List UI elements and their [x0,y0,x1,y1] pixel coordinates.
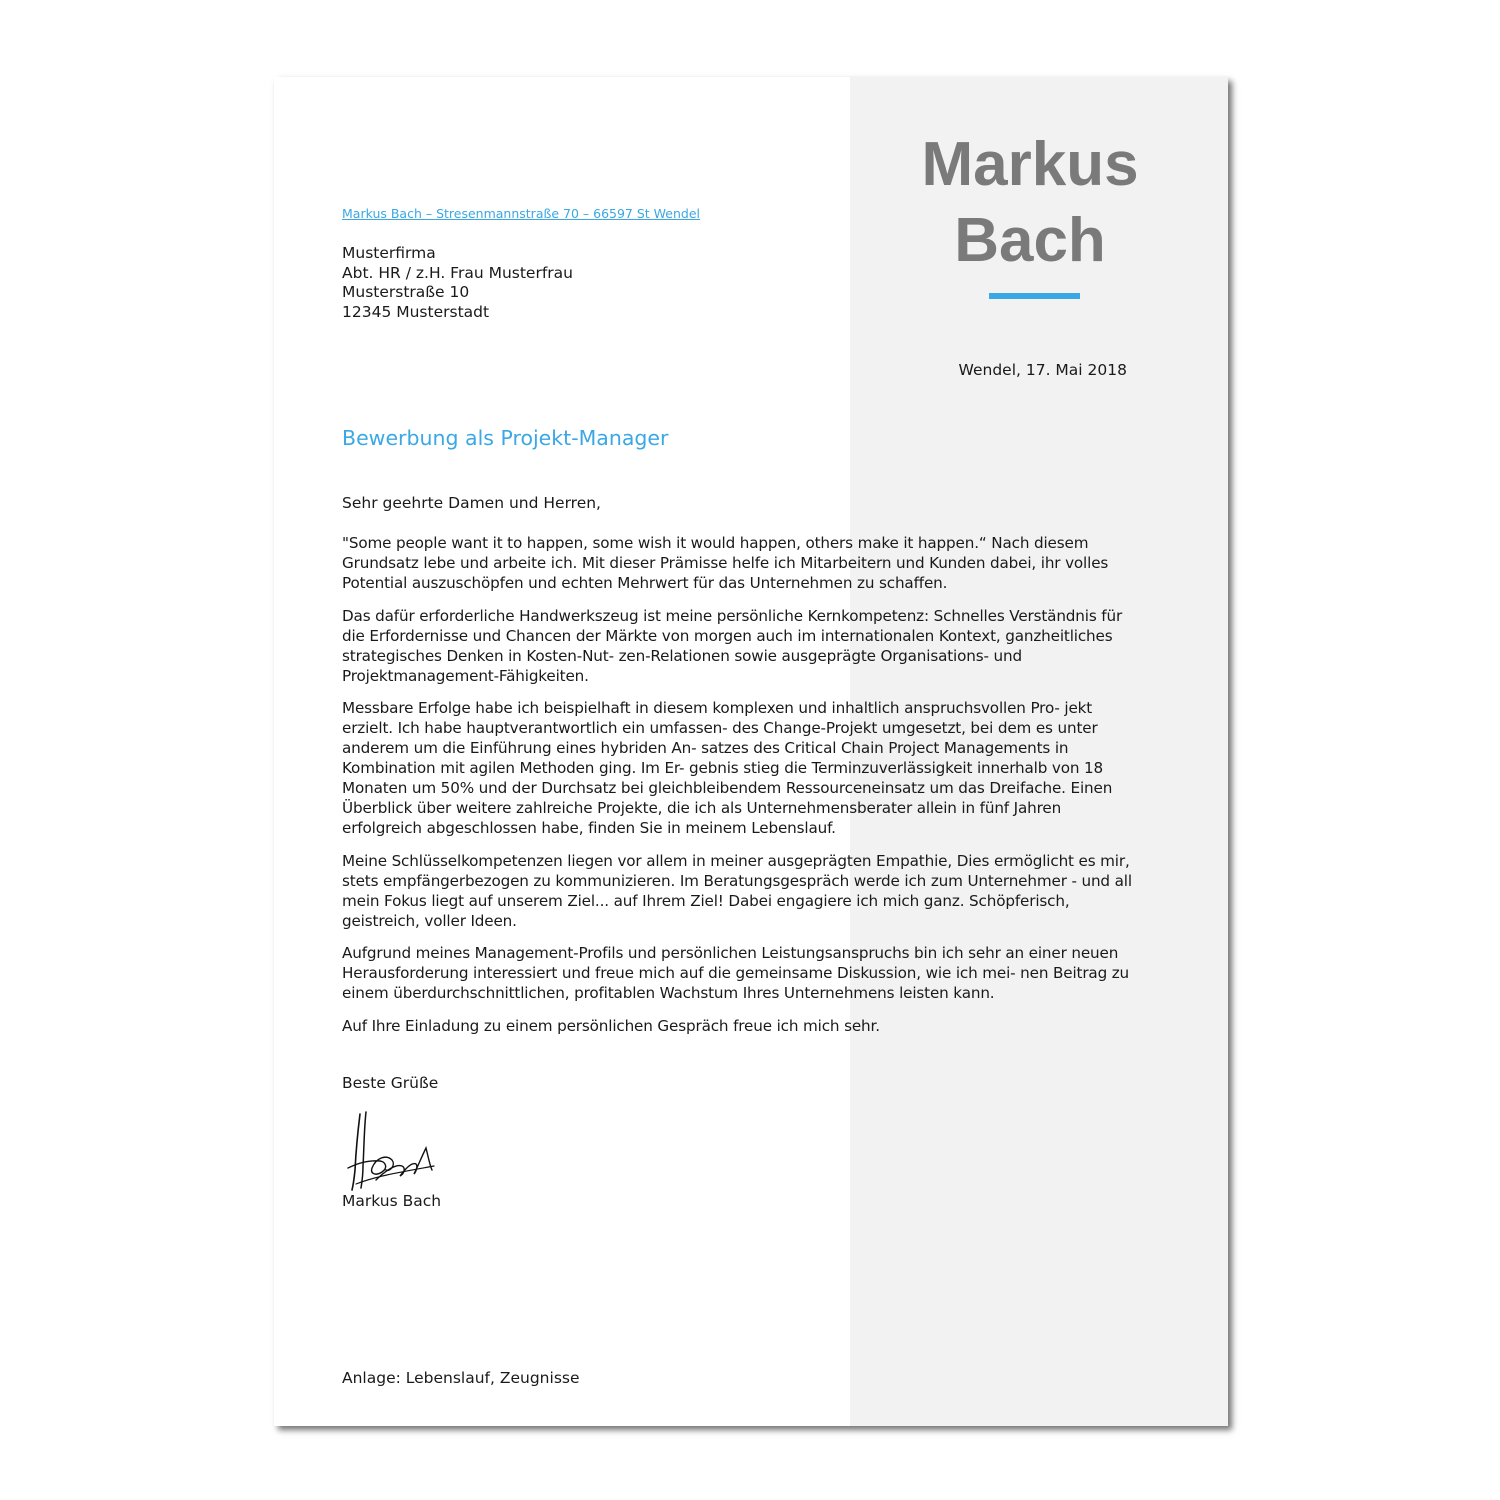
body-paragraph: "Some people want it to happen, some wish it would happen, others make it happen.“ Nach diesem Grundsatz lebe und arbeite ich. Mit dieser Prämisse helfe ich Mitarbeitern und Kunden dabei, ihr volles Potential auszuschöpfen und echten Mehrwert für das Unternehmen zu schaffen. [342,534,1109,592]
closing-phrase: Beste Grüße [342,1074,439,1092]
accent-bar [989,293,1080,299]
recipient-company: Musterfirma [342,244,436,262]
attachments-line: Anlage: Lebenslauf, Zeugnisse [342,1369,580,1387]
letter-subject: Bewerbung als Projekt-Manager [342,426,669,450]
body-paragraph: Auf Ihre Einladung zu einem persönlichen Gespräch freue ich mich sehr. [342,1016,880,1035]
body-paragraph: Meine Schlüsselkompetenzen liegen vor allem in meiner ausgeprägten Empathie, Dies ermöglicht es mir, stets empfängerbezogen zu kommunizieren. Im Beratungsgespräch werde ich zum Unternehmer - und all mein Fokus liegt auf unserem Ziel... auf Ihrem Ziel! Dabei engagiere ich mich ganz. Schöpferisch, geistreich, voller Ideen. [342,851,1132,930]
recipient-department: Abt. HR / z.H. Frau Musterfrau [342,263,573,282]
salutation: Sehr geehrte Damen und Herren, [342,494,601,512]
name-header [850,127,1210,279]
recipient-city: 12345 Musterstadt [342,302,490,321]
body-paragraph: Messbare Erfolge habe ich beispielhaft in diesem komplexen und inhaltlich anspruchsvollen Pro- jekt erzielt. Ich habe hauptverantwortlich ein umfassen- des Change-Projekt umgesetzt, bei dem es unter anderem um die Einführung eines hybriden An- satzes des Critical Chain Project Managements in Kombination mit agilen Methoden ging. Im Er- gebnis stieg die Terminzuverlässigkeit innerhalb von 18 Monaten um 50% und der Durchsatz bei gleichbleibendem Ressourceneinsatz um das Dreifache. Einen Überblick über weitere zahlreiche Projekte, die ich als Unternehmensberater allein in fünf Jahren erfolgreich abgeschlossen habe, finden Sie in meinem Lebenslauf. [342,699,1113,837]
name-first: Markus [921,130,1139,199]
letter-date: Wendel, 17. Mai 2018 [958,361,1127,379]
body-paragraph: Aufgrund meines Management-Profils und persönlichen Leistungsanspruchs bin ich sehr an einer neuen Herausforderung interessiert und freue mich auf die gemeinsame Diskussion, wie ich mei- nen Beitrag zu einem überdurchschnittlichen, profitablen Wachstum Ihres Unternehmens leisten kann. [342,944,1130,1002]
signature-icon [346,1110,436,1195]
recipient-address [342,244,573,322]
name-last: Bach [954,206,1106,275]
signer-name: Markus Bach [342,1192,442,1210]
sender-address-line: Markus Bach – Stresenmannstraße 70 – 66597 St Wendel [342,206,701,221]
letter-page [274,77,1228,1426]
body-paragraph: Das dafür erforderliche Handwerkszeug ist meine persönliche Kernkompetenz: Schnelles Verständnis für die Erfordernisse und Chancen der Märkte von morgen auch im internationalen Kontext, ganzheitliches strategisches Denken in Kosten-Nut- zen-Relationen sowie ausgeprägte Organisations- und Projektmanagement-Fähigkeiten. [342,606,1123,685]
recipient-street: Musterstraße 10 [342,283,470,301]
letter-body [342,533,1132,1048]
